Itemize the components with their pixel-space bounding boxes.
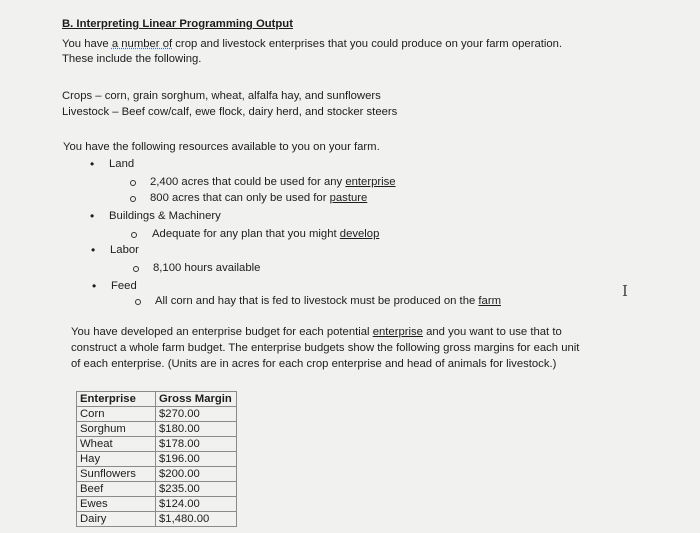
table-cell-enterprise: Sorghum (77, 422, 156, 437)
table-row (77, 407, 237, 422)
disc-bullet-icon: • (90, 157, 95, 171)
intro-flagged-phrase[interactable]: a number of (111, 38, 173, 50)
buildings-sub (152, 227, 379, 242)
budget-paragraph-line-2: construct a whole farm budget. The enterprise budgets show the following gross margins for each unit (71, 342, 580, 354)
disc-bullet-icon: • (92, 279, 97, 293)
circle-bullet-icon (131, 232, 137, 238)
intro-text-rest: crop and livestock enterprises that you could produce on your farm operation. (172, 38, 563, 50)
resource-land-label: Land (109, 158, 135, 170)
table-cell-margin: $196.00 (156, 452, 237, 467)
circle-bullet-icon (130, 196, 136, 202)
table-cell-enterprise: Beef (77, 482, 156, 497)
table-cell-enterprise: Corn (77, 407, 156, 422)
land-sub-1 (150, 175, 396, 190)
table-row (77, 512, 237, 527)
table-header-row (77, 392, 237, 407)
buildings-sub-underlined: develop (339, 228, 380, 240)
table-cell-enterprise: Hay (77, 452, 156, 467)
table-cell-enterprise: Dairy (77, 512, 156, 527)
table-cell-margin: $180.00 (156, 422, 237, 437)
resources-intro: You have the following resources available to you on your farm. (63, 141, 380, 153)
table-header-enterprise: Enterprise (77, 392, 156, 407)
budget-text: You have developed an enterprise budget for each potential (71, 326, 373, 338)
table-cell-margin: $124.00 (156, 497, 237, 512)
text-cursor-icon: I (622, 282, 628, 300)
land-sub-2-text: 800 acres that can only be used for (150, 192, 330, 204)
table-row (77, 497, 237, 512)
gross-margin-table (76, 391, 237, 527)
disc-bullet-icon: • (90, 209, 95, 223)
disc-bullet-icon: • (91, 243, 96, 257)
land-sub-1-text: 2,400 acres that could be used for any (150, 176, 346, 188)
budget-paragraph-line-3: of each enterprise. (Units are in acres for each crop enterprise and head of animals for livestock.) (71, 358, 557, 370)
table-cell-enterprise: Ewes (77, 497, 156, 512)
resource-labor-label: Labor (110, 244, 139, 256)
section-title: B. Interpreting Linear Programming Output (62, 18, 293, 30)
budget-text-rest: and you want to use that to (422, 326, 562, 338)
table-row (77, 482, 237, 497)
buildings-sub-text: Adequate for any plan that you might (152, 228, 340, 240)
table-row (77, 452, 237, 467)
intro-text: You have (62, 38, 112, 50)
land-sub-2-underlined: pasture (329, 192, 368, 204)
circle-bullet-icon (130, 180, 136, 186)
land-sub-1-underlined: enterprise (345, 176, 396, 188)
table-cell-enterprise: Sunflowers (77, 467, 156, 482)
table-cell-margin: $1,480.00 (156, 512, 237, 527)
circle-bullet-icon (135, 299, 141, 305)
table-header-gross-margin: Gross Margin (156, 392, 237, 407)
table-row (77, 437, 237, 452)
circle-bullet-icon (133, 266, 139, 272)
feed-sub-text: All corn and hay that is fed to livestock must be produced on the (155, 295, 479, 307)
budget-underlined: enterprise (372, 326, 423, 338)
table-cell-margin: $200.00 (156, 467, 237, 482)
budget-paragraph-line-1 (71, 325, 562, 340)
feed-sub (155, 294, 501, 309)
labor-sub: 8,100 hours available (153, 262, 261, 274)
table-row (77, 467, 237, 482)
table-cell-margin: $178.00 (156, 437, 237, 452)
crops-line: Crops – corn, grain sorghum, wheat, alfalfa hay, and sunflowers (62, 90, 381, 102)
land-sub-2 (150, 191, 367, 206)
table-cell-margin: $270.00 (156, 407, 237, 422)
table-cell-enterprise: Wheat (77, 437, 156, 452)
feed-sub-underlined: farm (478, 295, 502, 307)
resource-buildings-label: Buildings & Machinery (109, 210, 221, 222)
livestock-line: Livestock – Beef cow/calf, ewe flock, dairy herd, and stocker steers (62, 106, 398, 118)
table-cell-margin: $235.00 (156, 482, 237, 497)
resource-feed-label: Feed (111, 280, 137, 292)
intro-line-1 (62, 37, 562, 52)
intro-line-2: These include the following. (62, 53, 202, 65)
table-row (77, 422, 237, 437)
